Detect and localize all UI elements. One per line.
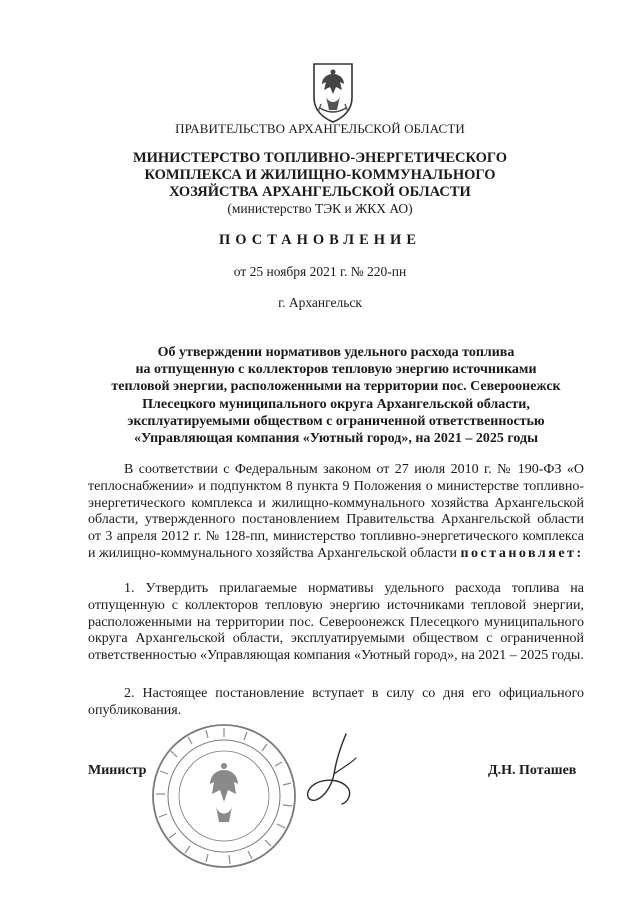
ministry-name-line: ХОЗЯЙСТВА АРХАНГЕЛЬСКОЙ ОБЛАСТИ — [169, 184, 471, 200]
document-type-title: ПОСТАНОВЛЕНИЕ — [218, 232, 421, 248]
subject-line: тепловой энергии, расположенными на территории пос. Североонежск — [111, 379, 561, 395]
coat-of-arms-emblem — [306, 60, 360, 124]
resolves-word: постановляет — [460, 545, 577, 561]
handwritten-signature — [296, 728, 366, 808]
item-2-paragraph: 2. Настоящее постановление вступает в силу со дня его официального опубликования. — [88, 686, 584, 718]
preamble-paragraph — [88, 462, 584, 563]
resolves-colon: : — [576, 545, 582, 561]
ministry-name-line: КОМПЛЕКСА И ЖИЛИЩНО-КОММУНАЛЬНОГО — [144, 167, 496, 183]
ministry-name — [0, 150, 640, 201]
government-name: ПРАВИТЕЛЬСТВО АРХАНГЕЛЬСКОЙ ОБЛАСТИ — [175, 121, 465, 136]
subject-line: на отпущенную с коллекторов тепловую энергию источниками — [135, 362, 537, 378]
item-1-paragraph: 1. Утвердить прилагаемые нормативы удельного расхода топлива на отпущенную с коллекторов тепловую энергию источниками тепловой энергии, расположенными на территории пос. Североонежск Плесецкого муниципального округа Архангельской области, эксплуатируемыми обществом с ограниченной ответственностью «Управляющая компания «Уютный город», на 2021 – 2025 годы. — [88, 581, 584, 664]
official-seal — [150, 722, 298, 870]
document-city: г. Архангельск — [278, 295, 362, 310]
subject-line: Плесецкого муниципального округа Архангельской области, — [142, 396, 530, 412]
signatory-position: Министр — [88, 763, 147, 778]
subject-line: эксплуатируемыми обществом с ограниченной ответственностью — [127, 413, 545, 429]
ministry-abbreviation: (министерство ТЭК и ЖКХ АО) — [227, 201, 413, 216]
preamble-text: В соответствии с Федеральным законом от 27 июля 2010 г. № 190-ФЗ «О теплоснабжении» и подпунктом 8 пункта 9 Положения о министерстве топливно-энергетического комплекса и жилищно-коммунального хозяйства Архангельской области, утвержденного постановлением Правительства Архангельской области от 3 апреля 2012 г. № 128-пп, министерство топливно-энергетического комплекса и жилищно-коммунального хозяйства Архангельской области — [88, 462, 584, 561]
document-subject — [100, 344, 572, 447]
subject-line: Об утверждении нормативов удельного расхода топлива — [157, 345, 515, 360]
document-date-number: от 25 ноября 2021 г. № 220-пн — [233, 264, 407, 279]
ministry-name-line: МИНИСТЕРСТВО ТОПЛИВНО-ЭНЕРГЕТИЧЕСКОГО — [132, 150, 508, 166]
subject-line: «Управляющая компания «Уютный город», на 2021 – 2025 годы — [133, 431, 539, 447]
signatory-name: Д.Н. Поташев — [488, 763, 577, 778]
